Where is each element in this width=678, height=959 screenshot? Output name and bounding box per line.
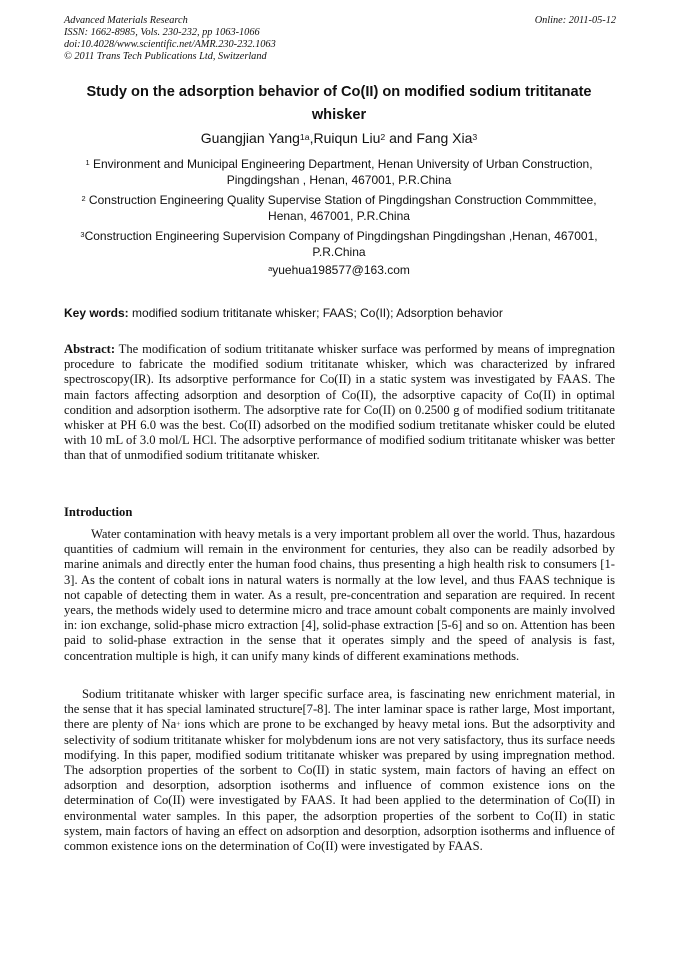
keywords-line	[64, 305, 624, 321]
affiliation-number: 2	[81, 194, 86, 204]
email-address: yuehua198577@163.com	[272, 263, 410, 277]
abstract	[64, 342, 615, 464]
keywords-text: modified sodium trititanate whisker; FAAS; Co(II); Adsorption behavior	[128, 306, 503, 320]
author-name: ,Ruiqun Liu	[309, 130, 381, 146]
paper-title: Study on the adsorption behavior of Co(II) on modified sodium trititanate whisker	[86, 84, 592, 123]
introduction-heading: Introduction	[64, 505, 133, 519]
affiliation-text: Construction Engineering Supervision Company of Pingdingshan Pingdingshan ,Henan, 467001, P.R.China	[84, 229, 598, 259]
author-superscript: 1a	[299, 131, 310, 142]
affiliation-3	[64, 228, 614, 260]
abstract-label: Abstract:	[64, 342, 116, 356]
author-superscript: 3	[472, 131, 478, 142]
affiliation-1	[64, 156, 614, 188]
paragraph-text: ions which are prone to be exchanged by heavy metal ions. But the adsorptivity and selectivity of sodium trititanate whisker for molybdenum ions are not very satisfactory, thus its surface needs modifying. In this paper, modified sodium trititanate whisker was prepared by using impregnation method. The adsorption properties of the sorbent to Co(II) in static system, main factors of having an effect on adsorption and desorption, adsorption isotherms and influence of common existence ions on the determination of Co(II) were investigated by FAAS. It had been applied to the determination of Co(II) in environmental water samples. In this paper, the adsorption properties of the sorbent to Co(II) in static system, main factors of having an effect on adsorption and desorption, adsorption isotherms and influence of common existence ions on the determination of Co(II) were investigated by FAAS.	[64, 717, 615, 854]
abstract-text: The modification of sodium trititanate whisker surface was performed by means of impregnation procedure to fabricate the modified sodium trititanate whisker, which was characterized by infrared spectroscopy(IR). Its adsorptive performance for Co(II) in a static system was investigated by FAAS. The main factors affecting adsorption and desorption of Co(II), the adsorptive capacity of Co(II) in optimal condition and adsorption isotherm. The adsorptive rate for Co(II) on 0.2500 g of modified sodium trititanate whisker at PH 6.0 was the best. Co(II) adsorbed on the modified sodium tretitanate whisker could be eluted with 10 mL of 3.0 mol/L HCl. The adsorptive performance of modified sodium trititanate whisker was better than that of unmodified sodium trititanate whisker.	[64, 342, 615, 463]
affiliation-number: 3	[80, 230, 85, 240]
affiliation-text: Environment and Municipal Engineering Department, Henan University of Urban Construction, Pingdingshan , Henan, 467001, P.R.China	[89, 157, 593, 187]
affiliation-text: Construction Engineering Quality Supervise Station of Pingdingshan Construction Commmittee, Henan, 467001, P.R.China	[85, 193, 597, 223]
doi-line: doi:10.4028/www.scientific.net/AMR.230-232.1063	[64, 39, 276, 50]
keywords-label: Key words:	[64, 306, 129, 320]
author-name: Guangjian Yang	[200, 130, 300, 146]
author-list	[64, 128, 614, 148]
copyright-line: © 2011 Trans Tech Publications Ltd, Switzerland	[64, 51, 267, 62]
introduction-paragraph-2	[64, 687, 615, 854]
corresponding-email	[64, 262, 614, 278]
affiliation-2	[64, 192, 614, 224]
journal-header	[64, 15, 484, 63]
sodium-ion-superscript: +	[176, 718, 181, 728]
online-date: Online: 2011-05-12	[534, 15, 616, 26]
journal-name: Advanced Materials Research	[64, 15, 188, 26]
author-name: and Fang Xia	[385, 130, 473, 146]
author-superscript: 2	[380, 131, 386, 142]
introduction-paragraph-1: Water contamination with heavy metals is a very important problem all over the world. Thus, hazardous quantities of cadmium will remain in the environment for centuries, they also can be readily adsorbed by marine animals and directly enter the human food chains, thus presenting a high health risk to consumers [1-3]. As the content of cobalt ions in natural waters is normally at the low level, and thus FAAS technique is not capable of detecting them in water. As a result, pre-concentration and separation are required. In recent years, the methods widely used to determine micro and trace amount cobalt components are mainly involved in: ion exchange, solid-phase micro extraction [4], solid-phase extraction [5-6] and so on. Attention has been paid to solid-phase extraction in the sense that it operates simply and the speed of analysis is fast, concentration multiple is high, it can unify many kinds of different examinations methods.	[64, 527, 615, 663]
affiliation-number: 1	[85, 158, 90, 168]
issn-line: ISSN: 1662-8985, Vols. 230-232, pp 1063-1066	[64, 27, 260, 38]
paragraph-text: Sodium trititanate whisker with larger specific surface area, is fascinating new enrichment material, in the sense that it has special laminated structure[7-8]. The inter laminar space is rather large, Most important, there are plenty of Na	[64, 687, 615, 732]
email-superscript: a	[268, 264, 273, 274]
